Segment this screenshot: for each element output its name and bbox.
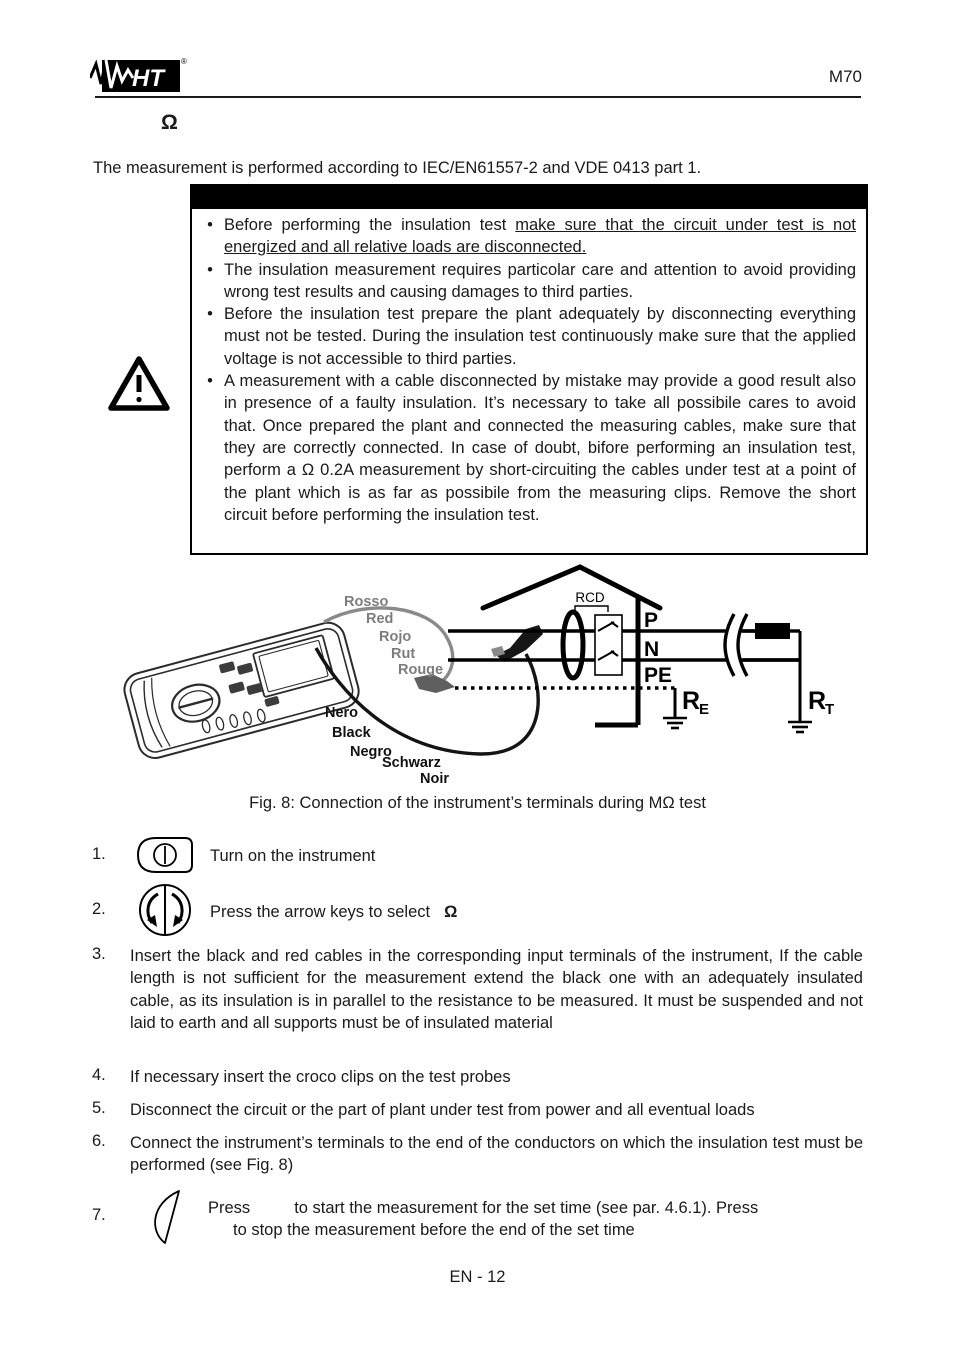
load-resistor [755,623,790,639]
black-label-fr: Noir [420,771,449,787]
instrument-drawing [121,619,363,762]
logo-text: HT [132,65,164,92]
step-text: Connect the instrument’s terminals to the end of the conductors on which the insulation test must be performed (see Fig. 8) [130,1134,863,1175]
earth-symbol-rt [788,722,812,732]
step7-line1 [208,1197,864,1219]
step-text: Turn on the instrument [210,847,376,865]
neutral-label: N [644,638,660,661]
warning-triangle-icon [107,354,171,414]
rt-label: R [808,687,827,715]
black-label-it: Nero [325,705,359,721]
step-number: 6. [92,1132,106,1150]
re-label: R [682,687,701,715]
red-label-it: Rosso [344,594,389,610]
black-label-es: Negro [350,744,392,760]
bullet-dot: • [207,372,213,391]
rt-sub-label: T [825,701,835,718]
warning-box [190,207,868,555]
step-number: 4. [92,1066,106,1084]
bullet-dot: • [207,216,213,234]
step-text [210,901,457,923]
warning-bullet [196,259,856,304]
phase-label: P [644,609,659,632]
omega-symbol: Ω [444,903,458,921]
page-number: EN - 12 [449,1268,506,1286]
earth-symbol-re [663,718,687,728]
registered-mark: ® [181,57,187,66]
step-number: 7. [92,1206,106,1224]
red-label-en: Red [366,611,394,627]
step-text: Insert the black and red cables in the corresponding input terminals of the instrument, If the cable length is not sufficient for the measurement extend the black one with an adequately insulated cable, as its insulation is in parallel to the resistance to be measured. It must be suspended and not laid to earth and all supports must be of insulated material [130,947,863,1033]
step-number: 1. [92,845,106,863]
rcd-label: RCD [575,590,605,605]
figure-caption: Fig. 8: Connection of the instrument’s terminals during MΩ test [249,794,706,812]
step-text: Disconnect the circuit or the part of plant under test from power and all eventual loads [130,1101,755,1119]
step7-line1-rest: to start the measurement for the set time (see par. 4.6.1). Press [294,1199,759,1217]
section-omega-symbol: Ω [161,111,178,134]
step-number: 2. [92,900,106,918]
red-label-fr: Rouge [398,662,444,678]
power-button-icon [134,835,196,875]
warning-text: Before the insulation test prepare the plant adequately by disconnecting everything must not be tested. During the insulation test continuously make sure that the applied voltage is not accessible to third parties. [224,305,856,368]
black-label-en: Black [332,725,371,741]
house-roof [483,567,660,608]
red-label-de: Rut [391,646,416,662]
step-text [208,1197,864,1242]
warning-bullet [196,214,856,259]
bullet-dot: • [207,260,213,279]
bullet-dot: • [207,305,213,324]
header-rule [95,96,861,98]
step-number: 5. [92,1099,106,1117]
ht-logo [90,54,190,98]
step-text: If necessary insert the croco clips on the test probes [130,1068,511,1086]
go-button-icon [148,1188,184,1248]
red-label-es: Rojo [379,629,412,645]
warning-black-bar [190,184,868,207]
warning-text: A measurement with a cable disconnected by mistake may provide a good result also in presence of a faulty insulation. It’s necessary to take all possibile cares to avoid that. Once prepared the plant and connected the measuring cables, make sure that they are correctly connected. In case of doubt, bifore performing an insulation test, perform a Ω 0.2A measurement by short-circuiting the cables under test at a point of the plant which is as far as possibile from the measuring clips. Remove the short circuit before performing the insulation test. [224,372,856,524]
arrow-keys-icon [137,882,193,938]
black-label-de: Schwarz [382,755,441,771]
warning-text-underlined: make sure that the circuit under test is not energized and all relative loads are disconnected. [224,216,856,257]
warning-bullet [196,303,856,370]
step-number: 3. [92,945,106,963]
warning-text: The insulation measurement requires particolar care and attention to avoid providing wrong test results and causing damages to third parties. [224,260,856,301]
rcd-toroid [563,612,583,678]
warning-text: Before performing the insulation test [224,216,516,234]
warning-bullet [196,370,856,526]
step-text-main: Press the arrow keys to select [210,903,431,921]
pe-label: PE [644,664,673,687]
intro-paragraph: The measurement is performed according to IEC/EN61557-2 and VDE 0413 part 1. [93,159,702,177]
model-label: M70 [828,67,862,86]
step7-line2: to stop the measurement before the end of the set time [233,1221,635,1240]
re-sub-label: E [699,701,710,718]
figure-connection-diagram [98,556,862,794]
press-word: Press [208,1199,251,1217]
